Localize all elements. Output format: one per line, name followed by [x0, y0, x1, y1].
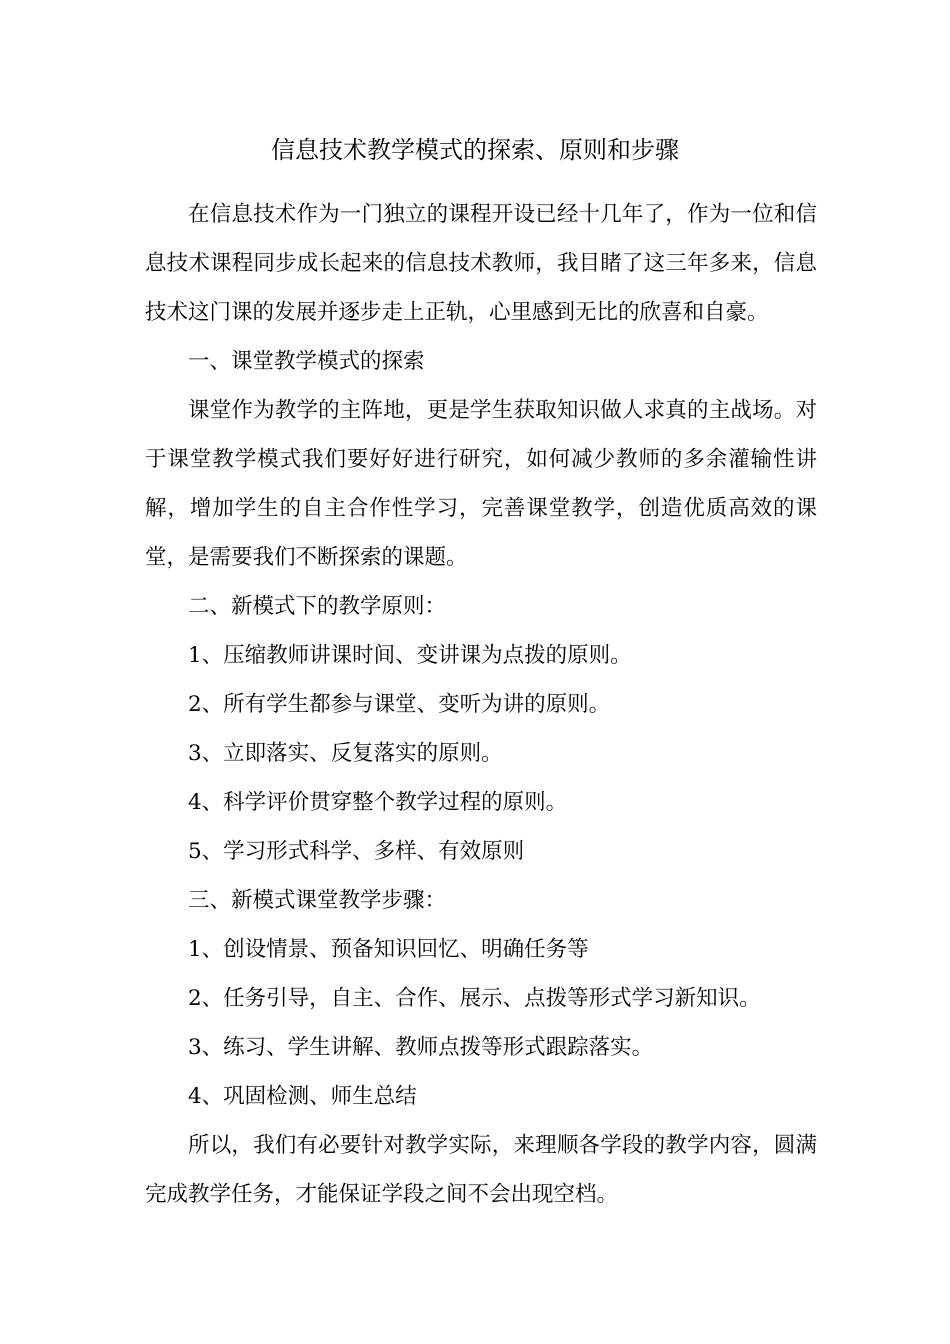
document-body [145, 190, 817, 1219]
step-item-2: 2、任务引导，自主、合作、展示、点拨等形式学习新知识。 [188, 986, 761, 1011]
principle-item-4: 4、科学评价贯穿整个教学过程的原则。 [188, 790, 568, 815]
paragraph-classroom: 课堂作为教学的主阵地，更是学生获取知识做人求真的主战场。对于课堂教学模式我们要好好进行研究，如何减少教师的多余灌输性讲解，增加学生的自主合作性学习，完善课堂教学，创造优质高效的课堂，是需要我们不断探索的课题。 [145, 398, 817, 570]
step-item-1: 1、创设情景、预备知识回忆、明确任务等 [188, 937, 589, 962]
section-heading-3: 三、新模式课堂教学步骤： [188, 888, 447, 913]
section-heading-1: 一、课堂教学模式的探索 [188, 349, 425, 374]
principle-item-2: 2、所有学生都参与课堂、变听为讲的原则。 [188, 692, 611, 717]
document-title: 信息技术教学模式的探索、原则和步骤 [271, 136, 679, 164]
principle-item-5: 5、学习形式科学、多样、有效原则 [188, 839, 525, 864]
section-heading-2: 二、新模式下的教学原则： [188, 594, 447, 619]
principle-item-3: 3、立即落实、反复落实的原则。 [188, 741, 503, 766]
step-item-4: 4、巩固检测、师生总结 [188, 1084, 417, 1109]
paragraph-conclusion: 所以，我们有必要针对教学实际，来理顺各学段的教学内容，圆满完成教学任务，才能保证学段之间不会出现空档。 [145, 1133, 817, 1207]
step-item-3: 3、练习、学生讲解、教师点拨等形式跟踪落实。 [188, 1035, 654, 1060]
principle-item-1: 1、压缩教师讲课时间、变讲课为点拨的原则。 [188, 643, 632, 668]
paragraph-intro: 在信息技术作为一门独立的课程开设已经十几年了，作为一位和信息技术课程同步成长起来的信息技术教师，我目睹了这三年多来，信息技术这门课的发展并逐步走上正轨，心里感到无比的欣喜和自豪。 [145, 202, 817, 325]
